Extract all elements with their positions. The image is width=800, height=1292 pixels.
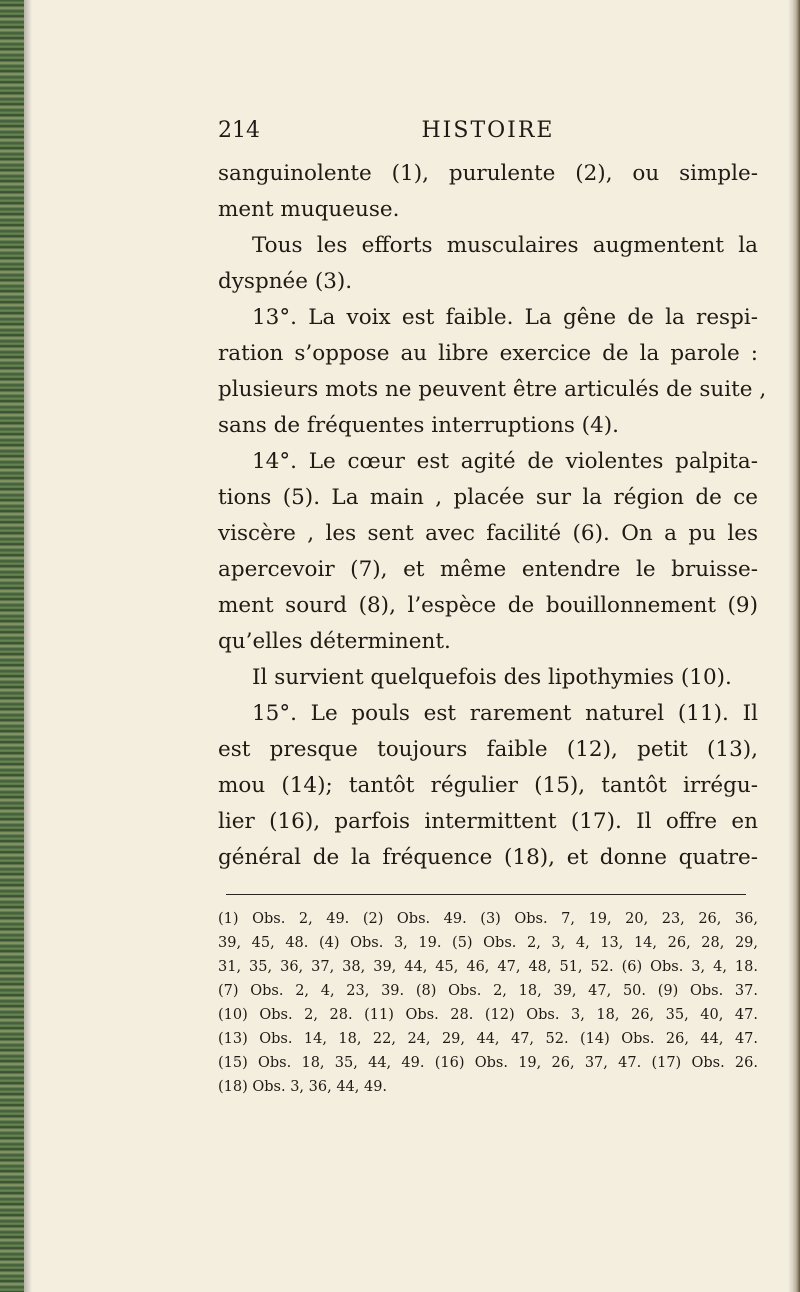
- footnote-line: (1) Obs. 2, 49. (2) Obs. 49. (3) Obs. 7, 19, 20, 23, 26, 36,: [218, 911, 758, 927]
- footnote-line: (7) Obs. 2, 4, 23, 39. (8) Obs. 2, 18, 39, 47, 50. (9) Obs. 37.: [218, 983, 758, 999]
- text-line: sans de fréquentes interruptions (4).: [218, 413, 619, 438]
- text-line: tions (5). La main , placée sur la région de ce: [218, 485, 758, 510]
- footnote-line: (15) Obs. 18, 35, 44, 49. (16) Obs. 19, 26, 37, 47. (17) Obs. 26.: [218, 1055, 758, 1071]
- footnote-line: (13) Obs. 14, 18, 22, 24, 29, 44, 47, 52. (14) Obs. 26, 44, 47.: [218, 1031, 758, 1047]
- text-line: 15°. Le pouls est rarement naturel (11). Il: [252, 701, 758, 726]
- text-line: ment sourd (8), l’espèce de bouillonnement (9): [218, 593, 758, 618]
- footnotes: [218, 907, 758, 1099]
- text-line: viscère , les sent avec facilité (6). On a pu les: [218, 521, 758, 546]
- running-title: HISTOIRE: [421, 118, 555, 143]
- book-page: [218, 118, 767, 1099]
- text-line: dyspnée (3).: [218, 269, 353, 294]
- text-line: Tous les efforts musculaires augmentent la: [252, 233, 758, 258]
- footnote-line: 39, 45, 48. (4) Obs. 3, 19. (5) Obs. 2, 3, 4, 13, 14, 26, 28, 29,: [218, 935, 758, 951]
- text-line: 14°. Le cœur est agité de violentes palpita-: [252, 449, 758, 474]
- footnote-line: (18) Obs. 3, 36, 44, 49.: [218, 1079, 388, 1095]
- footnote-line: (10) Obs. 2, 28. (11) Obs. 28. (12) Obs. 3, 18, 26, 35, 40, 47.: [218, 1007, 758, 1023]
- text-line: qu’elles déterminent.: [218, 629, 451, 654]
- text-line: 13°. La voix est faible. La gêne de la respi-: [252, 305, 758, 330]
- text-line: ment muqueuse.: [218, 197, 400, 222]
- book-binding-edge: [0, 0, 24, 1292]
- text-line: mou (14); tantôt régulier (15), tantôt irrégu-: [218, 773, 758, 798]
- text-line: apercevoir (7), et même entendre le bruisse-: [218, 557, 758, 582]
- text-line: Il survient quelquefois des lipothymies (10).: [252, 665, 732, 690]
- running-head: [218, 118, 758, 154]
- text-line: ration s’oppose au libre exercice de la parole :: [218, 341, 758, 366]
- page-number: 214: [218, 118, 260, 143]
- body-text: [218, 156, 767, 876]
- text-line: lier (16), parfois intermittent (17). Il offre en: [218, 809, 758, 834]
- text-line: est presque toujours faible (12), petit (13),: [218, 737, 758, 762]
- footnote-line: 31, 35, 36, 37, 38, 39, 44, 45, 46, 47, 48, 51, 52. (6) Obs. 3, 4, 18.: [218, 959, 758, 975]
- text-line: plusieurs mots ne peuvent être articulés de suite ,: [218, 377, 767, 402]
- text-line: général de la fréquence (18), et donne quatre-: [218, 845, 758, 870]
- footnote-rule: [226, 894, 746, 895]
- page-right-edge: [788, 0, 800, 1292]
- text-line: sanguinolente (1), purulente (2), ou simple-: [218, 161, 758, 186]
